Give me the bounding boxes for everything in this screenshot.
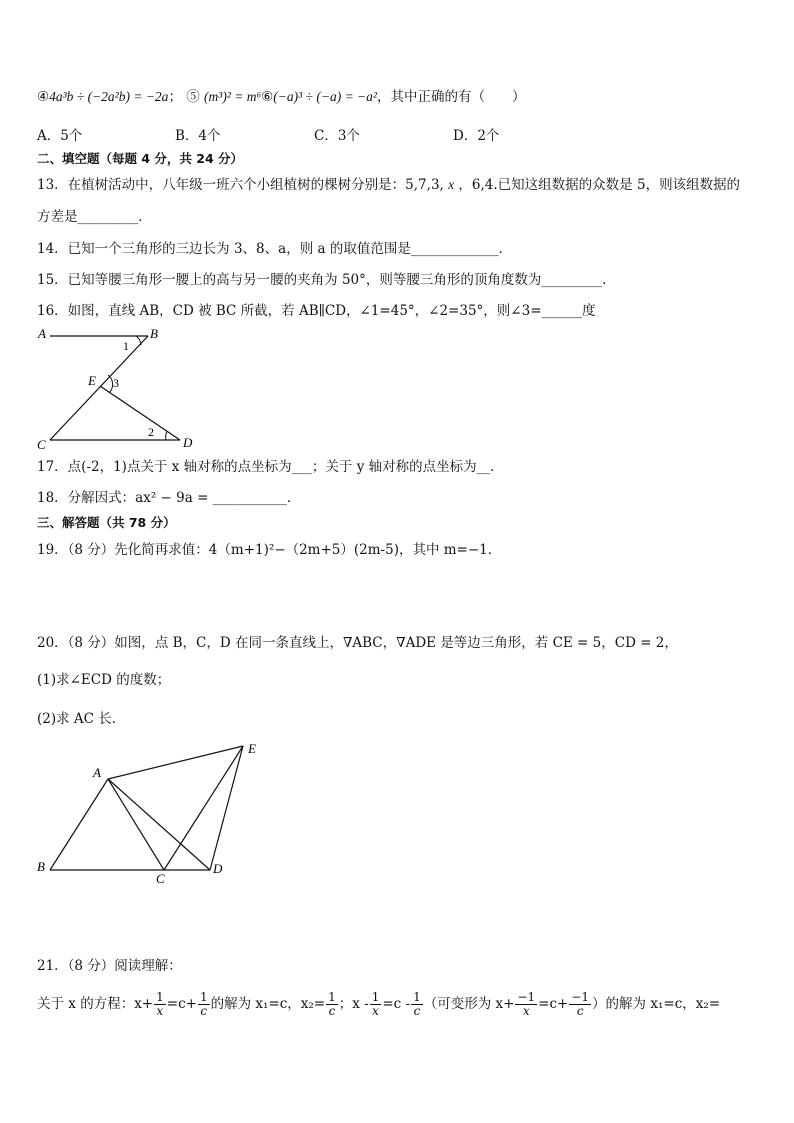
label-e: E <box>88 373 96 388</box>
label-d: D <box>183 435 193 450</box>
q21-text-2: =c+ <box>166 996 197 1012</box>
stmt5-number: ⑤ <box>186 89 200 105</box>
q16: 16．如图，直线 AB，CD 被 BC 所截，若 AB∥CD，∠1=45°，∠2=35°，则∠3=______度 <box>37 303 596 319</box>
label-a: A <box>38 326 46 341</box>
line-bc <box>50 336 148 440</box>
segment-ae <box>108 746 243 779</box>
fraction-1 <box>154 991 166 1018</box>
q13-variable: x <box>448 177 455 192</box>
q20-part1: (1)求∠ECD 的度数； <box>37 672 171 688</box>
fraction-5-num: 1 <box>413 990 421 1004</box>
segment-ba <box>50 779 108 870</box>
q18: 18．分解因式：ax² − 9a = ___________． <box>37 490 301 506</box>
line-ed <box>100 386 180 440</box>
section-answer-heading: 三、解答题（共 78 分） <box>37 515 176 530</box>
stmt4-formula: 4a³b ÷ (−2a²b) = −2a <box>49 89 169 104</box>
option-d: D．2个 <box>453 128 500 144</box>
fraction-4-num: 1 <box>371 990 380 1004</box>
stmt4-number: ④ <box>37 89 50 105</box>
q21-heading: 21．（8 分）阅读理解： <box>37 958 182 974</box>
fraction-3-den: c <box>328 1004 336 1018</box>
q21-text-6: （可变形为 x+ <box>423 996 515 1012</box>
fraction-7-num: −1 <box>571 990 590 1004</box>
label-e: E <box>248 741 256 756</box>
label-b: B <box>37 859 45 874</box>
label-angle2: 2 <box>148 425 154 439</box>
q21-text-4: ；x - <box>338 996 369 1012</box>
label-a: A <box>93 765 101 780</box>
q14: 14．已知一个三角形的三边长为 3、8、a，则 a 的取值范围是_____________． <box>37 241 513 257</box>
fraction-6-num: −1 <box>517 990 536 1004</box>
segment-ec <box>164 746 243 870</box>
fraction-4 <box>370 991 382 1018</box>
figure-q20 <box>30 735 270 885</box>
option-c: C．3个 <box>314 128 360 144</box>
fraction-7-den: c <box>576 1004 584 1018</box>
fraction-2 <box>198 991 210 1018</box>
q21-text-5: =c - <box>382 996 411 1012</box>
q21-text-3: 的解为 x₁=c，x₂= <box>210 996 326 1012</box>
q15: 15．已知等腰三角形一腰上的高与另一腰的夹角为 50°，则等腰三角形的顶角度数为_________． <box>37 272 616 288</box>
q21-text-7: =c+ <box>538 996 569 1012</box>
q13-text: 13．在植树活动中，八年级一班六个小组植树的棵树分别是：5,7,3, <box>37 177 444 193</box>
q21-text-8: ）的解为 x₁=c，x₂= <box>592 996 721 1012</box>
label-c: C <box>156 871 165 885</box>
q12-statements <box>37 88 525 106</box>
q13-line2: 方差是_________． <box>37 209 152 225</box>
fraction-1-num: 1 <box>156 990 164 1004</box>
segment-ac <box>108 779 164 870</box>
fraction-1-den: x <box>156 1004 164 1018</box>
fraction-7 <box>569 991 591 1018</box>
option-b: B．4个 <box>175 128 221 144</box>
fraction-3 <box>326 991 338 1018</box>
q20-part2: (2)求 AC 长． <box>37 711 126 727</box>
fraction-2-den: c <box>200 1004 208 1018</box>
separator: ； <box>168 89 182 105</box>
option-a: A．5个 <box>37 128 83 144</box>
label-d: D <box>213 861 223 876</box>
q13-line1 <box>37 176 740 194</box>
angle2-arc <box>166 431 167 440</box>
fraction-6 <box>515 991 537 1018</box>
fraction-4-den: x <box>372 1004 379 1018</box>
label-c: C <box>37 437 46 452</box>
segment-ad <box>108 779 210 870</box>
fraction-2-num: 1 <box>199 990 208 1004</box>
label-angle1: 1 <box>123 339 129 353</box>
stmt6-formula: (−a)³ ÷ (−a) = −a² <box>273 89 377 104</box>
label-b: B <box>150 326 158 341</box>
q17: 17．点(-2，1)点关于 x 轴对称的点坐标为___；关于 y 轴对称的点坐标为__． <box>37 459 504 475</box>
fraction-5-den: c <box>413 1004 421 1018</box>
q20-line1: 20．（8 分）如图，点 B，C，D 在同一条直线上，∇ABC，∇ADE 是等边三角形，若 CE = 5，CD = 2， <box>37 635 678 651</box>
fraction-3-num: 1 <box>328 990 336 1004</box>
fraction-6-den: x <box>522 1004 530 1018</box>
stmt5-formula: (m³)² = m⁶ <box>204 89 262 104</box>
stmt6-number: ⑥ <box>261 89 274 105</box>
segment-ed <box>210 746 243 870</box>
section-fill-blank-heading: 二、填空题（每题 4 分，共 24 分） <box>37 151 244 166</box>
label-angle3: 3 <box>113 376 119 390</box>
q21-equation-line <box>37 988 720 1022</box>
q21-text-1: 关于 x 的方程：x+ <box>37 996 154 1012</box>
figure-q16 <box>30 323 210 453</box>
fraction-5 <box>411 991 423 1018</box>
q12-question: ，其中正确的有（ ） <box>376 89 526 105</box>
q13-text-end: ，6,4.已知这组数据的众数是 5，则该组数据的 <box>458 177 741 193</box>
q19: 19．（8 分）先化简再求值：4（m+1)²−（2m+5）(2m-5)，其中 m=−1． <box>37 542 502 558</box>
